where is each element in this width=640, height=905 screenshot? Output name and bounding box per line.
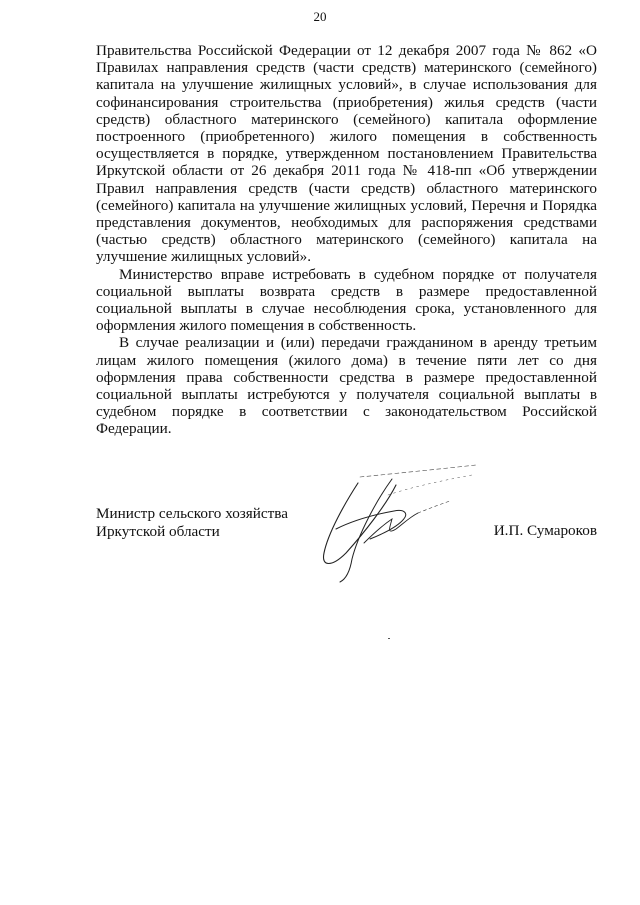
paragraph-2: Министерство вправе истребовать в судебном порядке от получателя социальной выплаты возврата средств в размере предоставленной социальной выплаты в случае несоблюдения срока, установленного для оформления жилого помещения в собственность. [96, 265, 597, 335]
position-line-2: Иркутской области [96, 522, 220, 540]
scan-speck [388, 638, 390, 639]
signatory-position [96, 505, 356, 540]
paragraph-1: Правительства Российской Федерации от 12 декабря 2007 года № 862 «О Правилах направления средств (части средств) материнского (семейного) капитала на улучшение жилищных условий», в случае использования для софинансирования строительства (приобретения) жилья средств (части средств) областного материнского (семейного) капитала оформление построенного (приобретенного) жилого помещения в собственность осуществляется в порядке, утвержденном постановлением Правительства Иркутской области от 26 декабря 2011 года № 418-пп «Об утверждении Правил направления средств (части средств) областного материнского (семейного) капитала на улучшение жилищных условий, Перечня и Порядка представления документов, необходимых для распоряжения средствами (частью средств) областного материнского (семейного) капитала на улучшение жилищных условий». [96, 42, 597, 266]
position-line-1: Министр сельского хозяйства [96, 505, 289, 522]
paragraph-3: В случае реализации и (или) передачи гражданином в аренду третьим лицам жилого помещения (жилого дома) в течение пяти лет со дня оформления права собственности средства в размере предоставленной социальной выплаты истребуются у получателя социальной выплаты в судебном порядке в соответствии с законодательством Российской Федерации. [96, 334, 597, 438]
page-number: 20 [313, 9, 327, 24]
signature-block [96, 505, 597, 585]
signatory-name: И.П. Сумароков [493, 522, 597, 539]
document-body [96, 42, 597, 438]
